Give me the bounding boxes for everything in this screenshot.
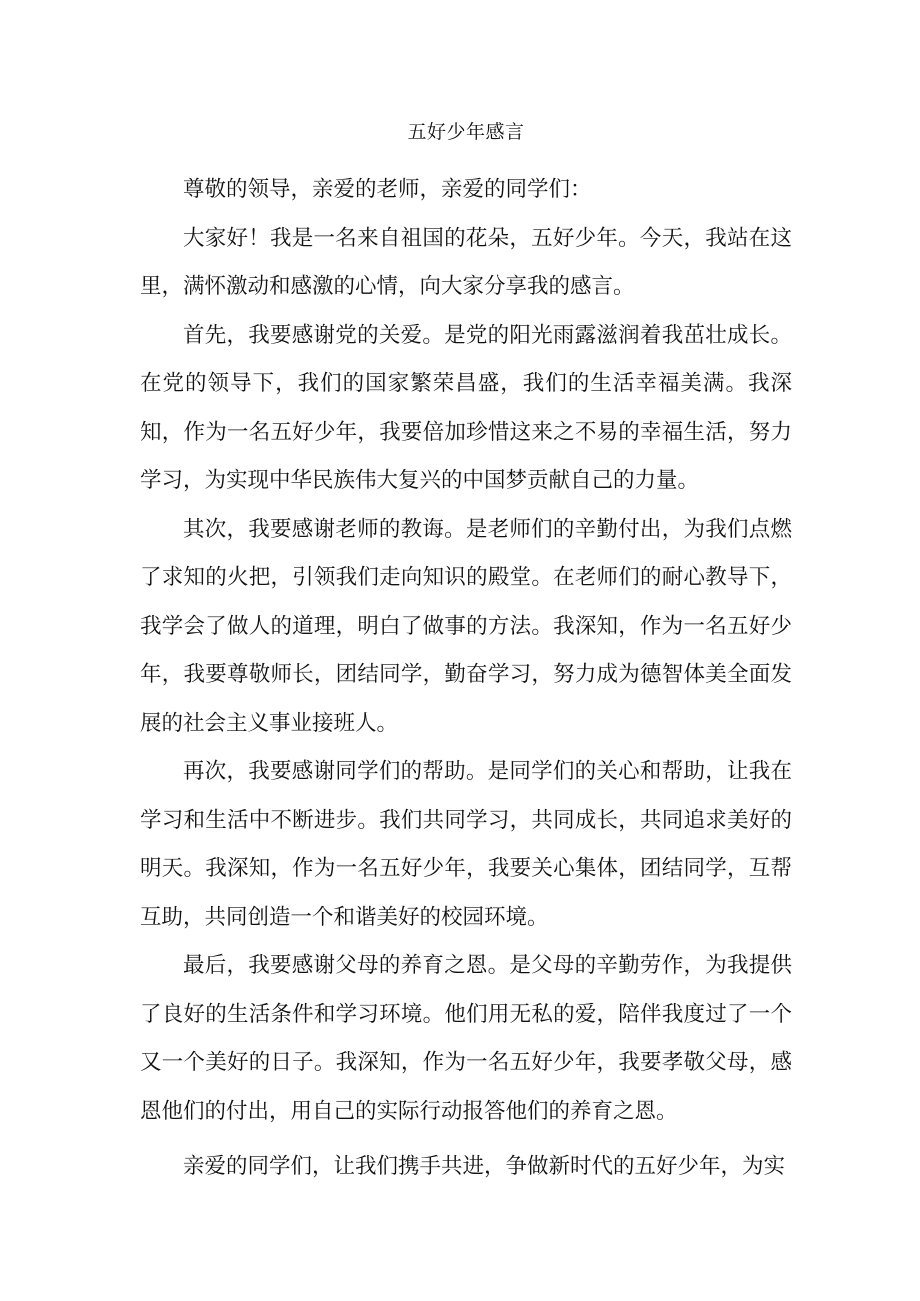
paragraph-closing: 亲爱的同学们，让我们携手共进，争做新时代的五好少年，为实 <box>183 1154 786 1179</box>
paragraph-parents: 最后，我要感谢父母的养育之恩。是父母的辛勤劳作，为我提供了良好的生活条件和学习环境。他们用无私的爱，陪伴我度过了一个又一个美好的日子。我深知，作为一名五好少年，我要孝敬父母，感恩他们的付出，用自己的实际行动报答他们的养育之恩。 <box>140 953 792 1124</box>
salutation: 尊敬的领导，亲爱的老师，亲爱的同学们： <box>183 177 592 202</box>
document-title: 五好少年感言 <box>407 121 525 143</box>
document-body <box>140 166 792 1192</box>
paragraph-party: 首先，我要感谢党的关爱。是党的阳光雨露滋润着我茁壮成长。在党的领导下，我们的国家繁荣昌盛，我们的生活幸福美满。我深知，作为一名五好少年，我要倍加珍惜这来之不易的幸福生活，努力学习，为实现中华民族伟大复兴的中国梦贡献自己的力量。 <box>140 322 792 493</box>
paragraph-greeting: 大家好！我是一名来自祖国的花朵，五好少年。今天，我站在这里，满怀激动和感激的心情，向大家分享我的感言。 <box>140 225 792 299</box>
paragraph-classmates: 再次，我要感谢同学们的帮助。是同学们的关心和帮助，让我在学习和生活中不断进步。我们共同学习，共同成长，共同追求美好的明天。我深知，作为一名五好少年，我要关心集体，团结同学，互帮互助，共同创造一个和谐美好的校园环境。 <box>140 759 792 930</box>
paragraph-teachers: 其次，我要感谢老师的教诲。是老师们的辛勤付出，为我们点燃了求知的火把，引领我们走向知识的殿堂。在老师们的耐心教导下，我学会了做人的道理，明白了做事的方法。我深知，作为一名五好少年，我要尊敬师长，团结同学，勤奋学习，努力成为德智体美全面发展的社会主义事业接班人。 <box>140 516 792 736</box>
